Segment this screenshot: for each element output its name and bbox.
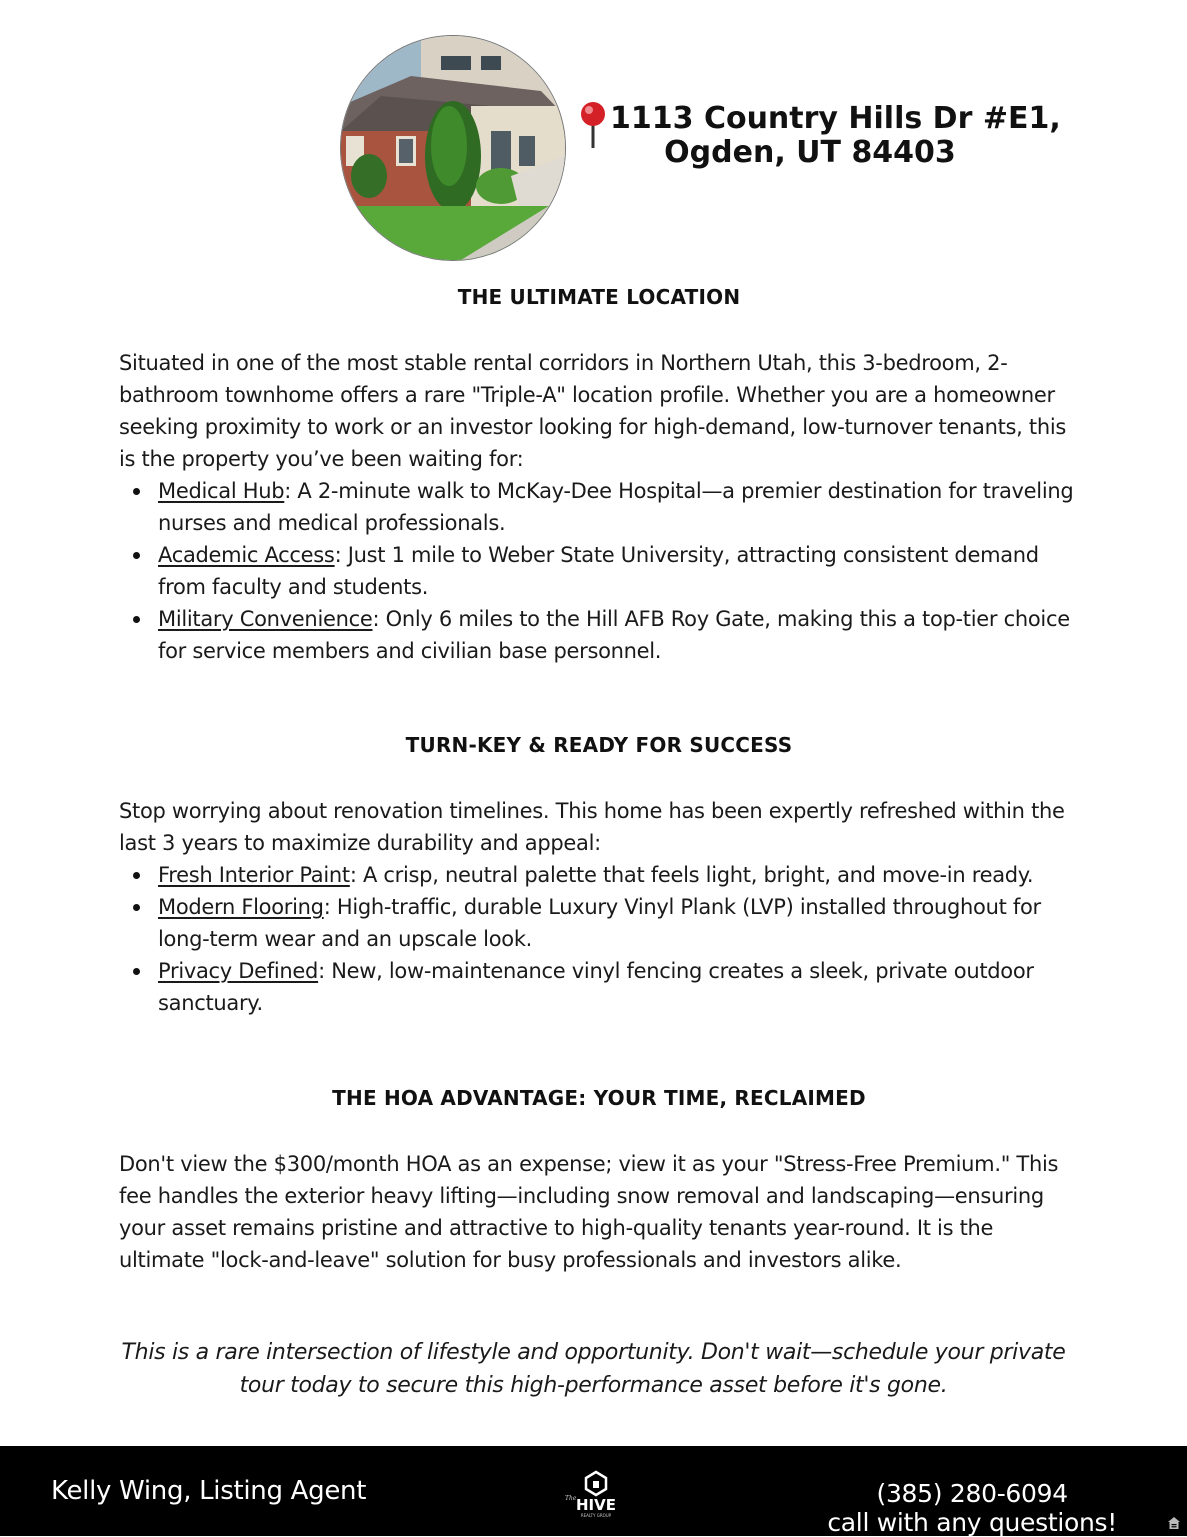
turnkey-section (119, 733, 1079, 1019)
turnkey-list (119, 859, 1079, 1019)
location-list (119, 475, 1079, 667)
footer-bar (0, 1446, 1187, 1536)
list-item-term: Privacy Defined (158, 959, 319, 983)
list-item-text: : A 2-minute walk to McKay-Dee Hospital—a premier destination for traveling nurses and medical professionals. (158, 479, 1074, 535)
hoa-body: Don't view the $300/month HOA as an expense; view it as your "Stress-Free Premium." This fee handles the exterior heavy lifting—including snow removal and landscaping—ensuring your asset remains pristine and attractive to high-quality tenants year-round. It is the ultimate "lock-and-leave" solution for busy professionals and investors alike. (119, 1152, 1059, 1272)
list-item-term: Military Convenience (158, 607, 373, 631)
hive-logo (563, 1470, 629, 1520)
map-pin-icon (578, 100, 608, 150)
contact-cta: call with any questions! (827, 1508, 1117, 1537)
hoa-section (119, 1086, 1079, 1276)
list-item (158, 891, 1079, 955)
list-item (158, 603, 1079, 667)
list-item-text: : High-traffic, durable Luxury Vinyl Plank (LVP) installed throughout for long-term wear and an upscale look. (158, 895, 1041, 951)
list-item-text: : New, low-maintenance vinyl fencing creates a sleek, private outdoor sanctuary. (158, 959, 1034, 1015)
property-address (610, 101, 1061, 170)
logo-prefix: The (565, 1495, 577, 1502)
list-item-term: Fresh Interior Paint (158, 863, 350, 887)
address-line-1: 1113 Country Hills Dr #E1, (610, 101, 1061, 136)
address-line-2: Ogden, UT 84403 (664, 135, 956, 170)
equal-housing-icon (1167, 1516, 1181, 1530)
agent-name: Kelly Wing, Listing Agent (51, 1476, 367, 1506)
list-item (158, 955, 1079, 1019)
listing-header (0, 0, 1187, 270)
closing-statement: This is a rare intersection of lifestyle and opportunity. Don't wait—schedule your private tour today to secure this high-performance asset before it's gone. (121, 1340, 1066, 1398)
section-title: TURN-KEY & READY FOR SUCCESS (405, 733, 793, 757)
logo-sub: REALTY GROUP (580, 1513, 612, 1518)
list-item (158, 539, 1079, 603)
contact-block (827, 1479, 1117, 1537)
location-intro: Situated in one of the most stable rental corridors in Northern Utah, this 3-bedroom, 2-bathroom townhome offers a rare "Triple-A" location profile. Whether you are a homeowner seeking proximity to work or an investor looking for high-demand, low-turnover tenants, this is the property you’ve been waiting for: (119, 351, 1067, 471)
turnkey-intro: Stop worrying about renovation timelines. This home has been expertly refreshed within the last 3 years to maximize durability and appeal: (119, 799, 1065, 855)
house-photo (340, 35, 566, 261)
list-item (158, 859, 1079, 891)
list-item-text: : A crisp, neutral palette that feels light, bright, and move-in ready. (349, 863, 1034, 887)
list-item-term: Modern Flooring (158, 895, 324, 919)
list-item-term: Academic Access (158, 543, 335, 567)
list-item-term: Medical Hub (158, 479, 285, 503)
logo-name: HIVE (576, 1496, 616, 1514)
list-item-text: : Just 1 mile to Weber State University, attracting consistent demand from faculty and students. (158, 543, 1039, 599)
list-item (158, 475, 1079, 539)
house-photo-illustration (341, 36, 565, 260)
list-item-text: : Only 6 miles to the Hill AFB Roy Gate, making this a top-tier choice for service members and civilian base personnel. (158, 607, 1070, 663)
section-title: THE HOA ADVANTAGE: YOUR TIME, RECLAIMED (332, 1086, 866, 1110)
location-section (119, 285, 1079, 667)
section-title: THE ULTIMATE LOCATION (457, 285, 741, 309)
phone-number[interactable]: (385) 280-6094 (876, 1479, 1068, 1508)
